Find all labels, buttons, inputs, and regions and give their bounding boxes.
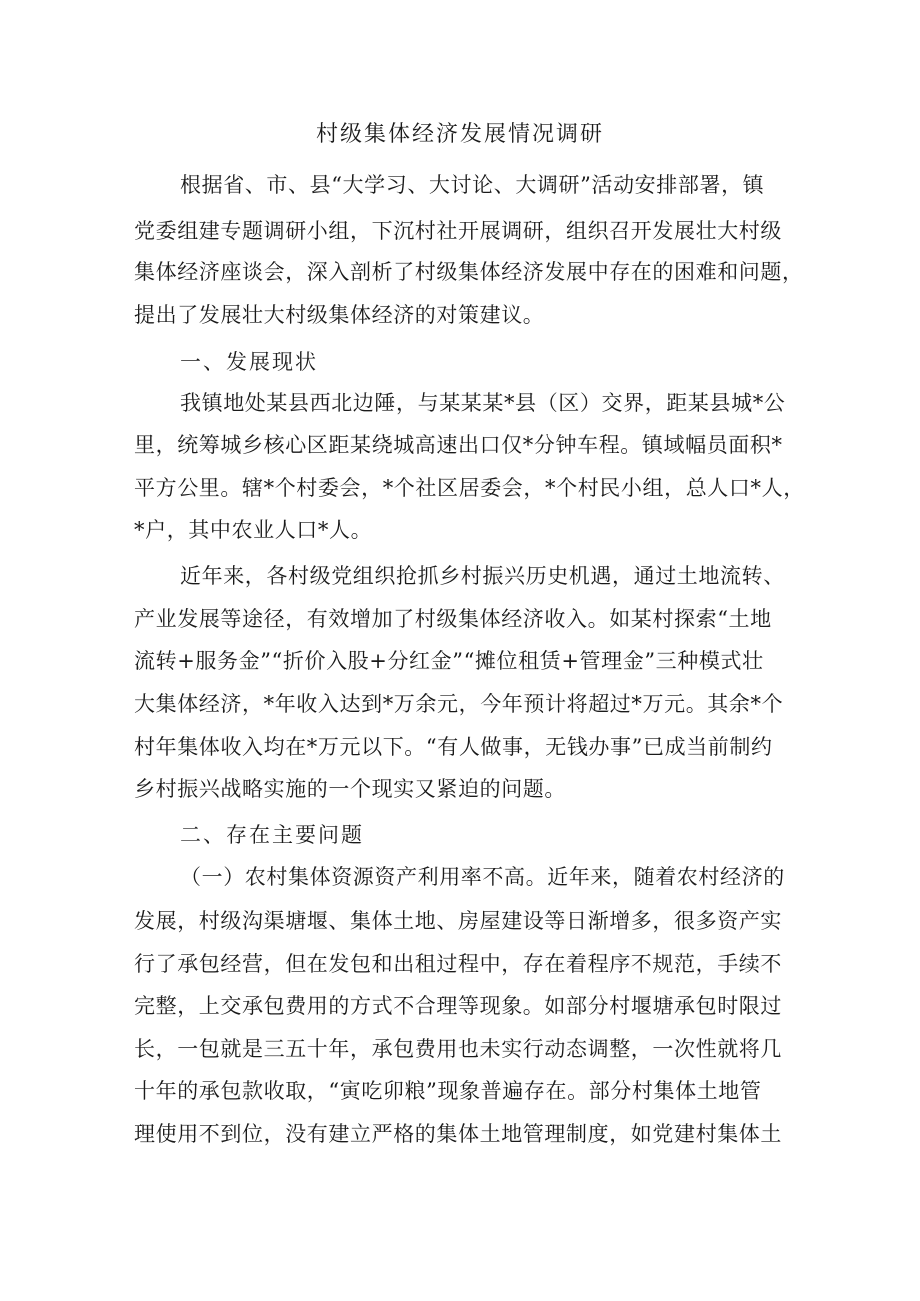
paragraph-4-line-1: （一）农村集体资源资产利用率不高。近年来，随着农村经济的 xyxy=(180,865,785,889)
paragraph-1-line-4: 提出了发展壮大村级集体经济的对策建议。 xyxy=(134,303,545,327)
paragraph-2-line-3: 平方公里。辖*个村委会，*个社区居委会，*个村民小组，总人口*人， xyxy=(134,476,805,500)
paragraph-4-line-7: 理使用不到位，没有建立严格的集体土地管理制度，如党建村集体土 xyxy=(134,1122,782,1146)
paragraph-1-line-2: 党委组建专题调研小组，下沉村社开展调研，组织召开发展壮大村级 xyxy=(134,219,782,243)
paragraph-3-line-1: 近年来，各村级党组织抢抓乡村振兴历史机遇，通过土地流转、 xyxy=(180,564,785,588)
paragraph-1-line-3: 集体经济座谈会，深入剖析了村级集体经济发展中存在的困难和问题， xyxy=(134,260,804,284)
document-title: 村级集体经济发展情况调研 xyxy=(315,122,604,147)
paragraph-4-line-2: 发展，村级沟渠塘堰、集体土地、房屋建设等日渐增多，很多资产实 xyxy=(134,909,782,933)
paragraph-4-line-4: 完整，上交承包费用的方式不合理等现象。如部分村堰塘承包时限过 xyxy=(134,994,782,1018)
paragraph-2-line-2: 里，统筹城乡核心区距某绕城高速出口仅*分钟车程。镇域幅员面积* xyxy=(134,433,783,457)
section-heading-2: 二、存在主要问题 xyxy=(180,823,364,847)
paragraph-4-line-6: 十年的承包款收取，“寅吃卯粮”现象普遍存在。部分村集体土地管 xyxy=(134,1079,762,1103)
paragraph-2-line-4: *户，其中农业人口*人。 xyxy=(134,518,373,542)
paragraph-3-line-2: 产业发展等途径，有效增加了村级集体经济收入。如某村探索“土地 xyxy=(134,607,772,631)
paragraph-3-line-5: 村年集体收入均在*万元以下。“有人做事，无钱办事”已成当前制约 xyxy=(134,735,773,759)
paragraph-3-line-3: 流转+服务金”“折价入股+分红金”“摊位租赁+管理金”三种模式壮 xyxy=(134,649,764,673)
paragraph-2-line-1: 我镇地处某县西北边陲，与某某某*县（区）交界，距某县城*公 xyxy=(180,391,786,415)
paragraph-3-line-4: 大集体经济，*年收入达到*万余元，今年预计将超过*万元。其余*个 xyxy=(134,692,784,716)
paragraph-1-line-1: 根据省、市、县“大学习、大讨论、大调研”活动安排部署，镇 xyxy=(180,173,765,197)
paragraph-3-line-6: 乡村振兴战略实施的一个现实又紧迫的问题。 xyxy=(134,777,566,801)
paragraph-4-line-3: 行了承包经营，但在发包和出租过程中，存在着程序不规范，手续不 xyxy=(134,952,782,976)
section-heading-1: 一、发展现状 xyxy=(180,350,318,374)
paragraph-4-line-5: 长，一包就是三五十年，承包费用也未实行动态调整，一次性就将几 xyxy=(134,1037,782,1061)
